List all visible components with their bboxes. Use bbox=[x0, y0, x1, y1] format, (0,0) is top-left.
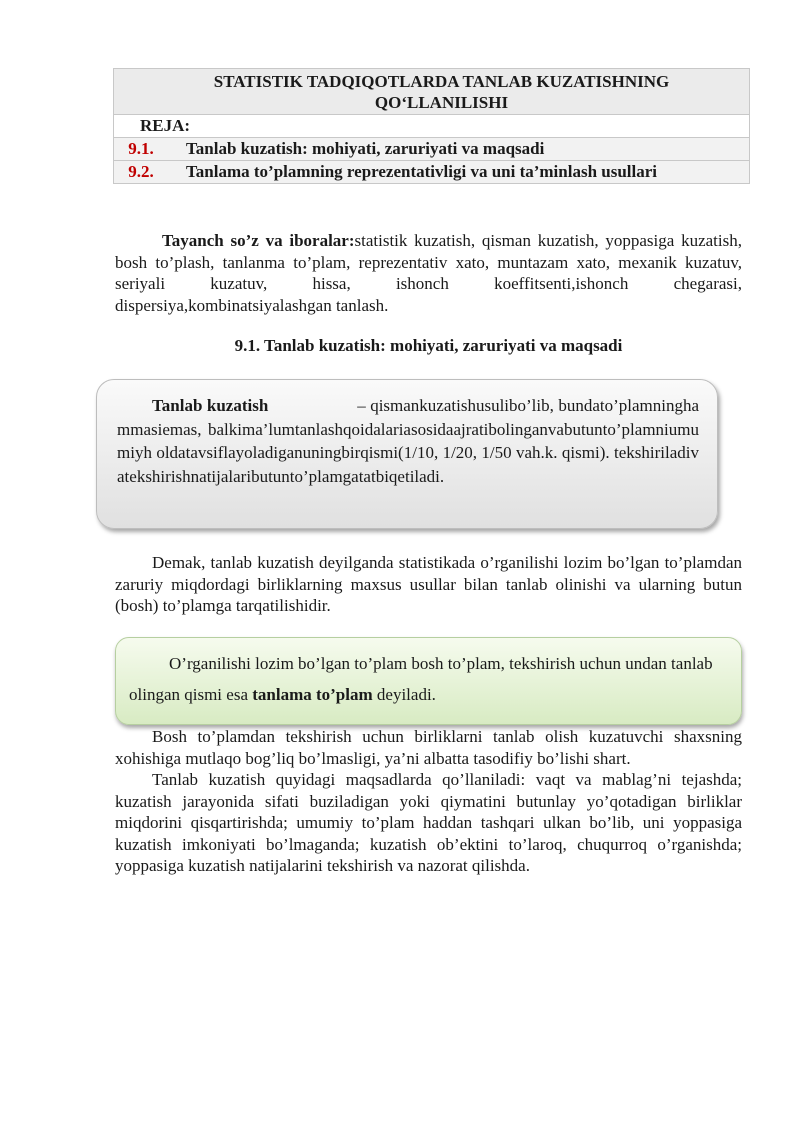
paragraph-1: Demak, tanlab kuzatish deyilganda statistikada o’rganilishi lozim bo’lgan to’plamdan zaruriy miqdordagi birliklarning maxsus usullar bilan tanlab olinishi va ularning butun (bosh) to’plamga tarqatilishidir. bbox=[115, 553, 742, 615]
document-title: STATISTIK TADQIQOTLARDA TANLAB KUZATISHNING QO‘LLANILISHI bbox=[114, 69, 750, 115]
section-heading: 9.1. Tanlab kuzatish: mohiyati, zaruriyati va maqsadi bbox=[234, 336, 623, 355]
plan-item-text: Tanlab kuzatish: mohiyati, zaruriyati va maqsadi bbox=[168, 138, 750, 161]
plan-item-text: Tanlama to’plamning reprezentativligi va uni ta’minlash usullari bbox=[168, 161, 750, 184]
plan-table bbox=[113, 68, 750, 184]
plan-item bbox=[114, 138, 750, 161]
definition-text bbox=[117, 394, 699, 488]
plan-item bbox=[114, 161, 750, 184]
definition-box bbox=[96, 379, 718, 529]
note-box bbox=[115, 637, 742, 725]
plan-label: REJA: bbox=[114, 115, 750, 138]
definition-body: qismankuzatishusulibo’lib, bundato’plamninghammasiemas, balkima’lumtanlashqoidalariasosidaajratibolinganvabutunto’plamniumumiyh oldatavsiflayoladiganuningbirqismi(1/10, 1/20, 1/50 vah.k. qismi). tekshiriladivatekshirishnatijalaributunto’plamgatatbiqetiladi. bbox=[117, 396, 700, 486]
note-term: tanlama to’plam bbox=[252, 685, 373, 704]
definition-dash: – bbox=[357, 396, 366, 415]
paragraph-2: Bosh to’plamdan tekshirish uchun birliklarni tanlab olish kuzatuvchi shaxsning xohishiga mutlaqo bog’liq bo’lmasligi, ya’ni albatta tasodifiy bo’lishi shart. bbox=[115, 727, 742, 768]
note-text-start: O’rganilishi lozim bo’lgan to’plam bosh to’plam, tekshirish uchun undan tanlab olingan qismi esa bbox=[129, 654, 713, 704]
plan-item-number: 9.1. bbox=[114, 138, 169, 161]
keywords-paragraph bbox=[115, 230, 742, 316]
keywords-text: statistik kuzatish, qisman kuzatish, yoppasiga kuzatish, bosh to’plash, tanlanma to’plam, reprezentativ xato, muntazam xato, mexanik kuzatuv, seriyali kuzatuv, hissa, ishonch koeffitsenti,ishonch chegarasi, dispersiya,kombinatsiyalashgan tanlash. bbox=[115, 231, 742, 315]
paragraph-3: Tanlab kuzatish quyidagi maqsadlarda qo’llaniladi: vaqt va mablag’ni tejashda; kuzatish jarayonida sifati buziladigan yoki qiymatini butunlay yo’qotadigan birliklar miqdorini qisqartirishda; umumiy to’plam haddan tashqari ulkan bo’lib, uni yoppasiga kuzatish imkoniyati bo’lmaganda; kuzatish ob’ektini to’laroq, chuqurroq o’rganishda; yoppasiga kuzatish natijalarini tekshirish va nazorat qilishda. bbox=[115, 770, 742, 875]
keywords-label: Tayanch so’z va iboralar: bbox=[162, 231, 355, 250]
note-text-end: deyiladi. bbox=[372, 685, 436, 704]
definition-term: Tanlab kuzatish bbox=[152, 396, 269, 415]
plan-item-number: 9.2. bbox=[114, 161, 169, 184]
note-text bbox=[129, 648, 734, 710]
